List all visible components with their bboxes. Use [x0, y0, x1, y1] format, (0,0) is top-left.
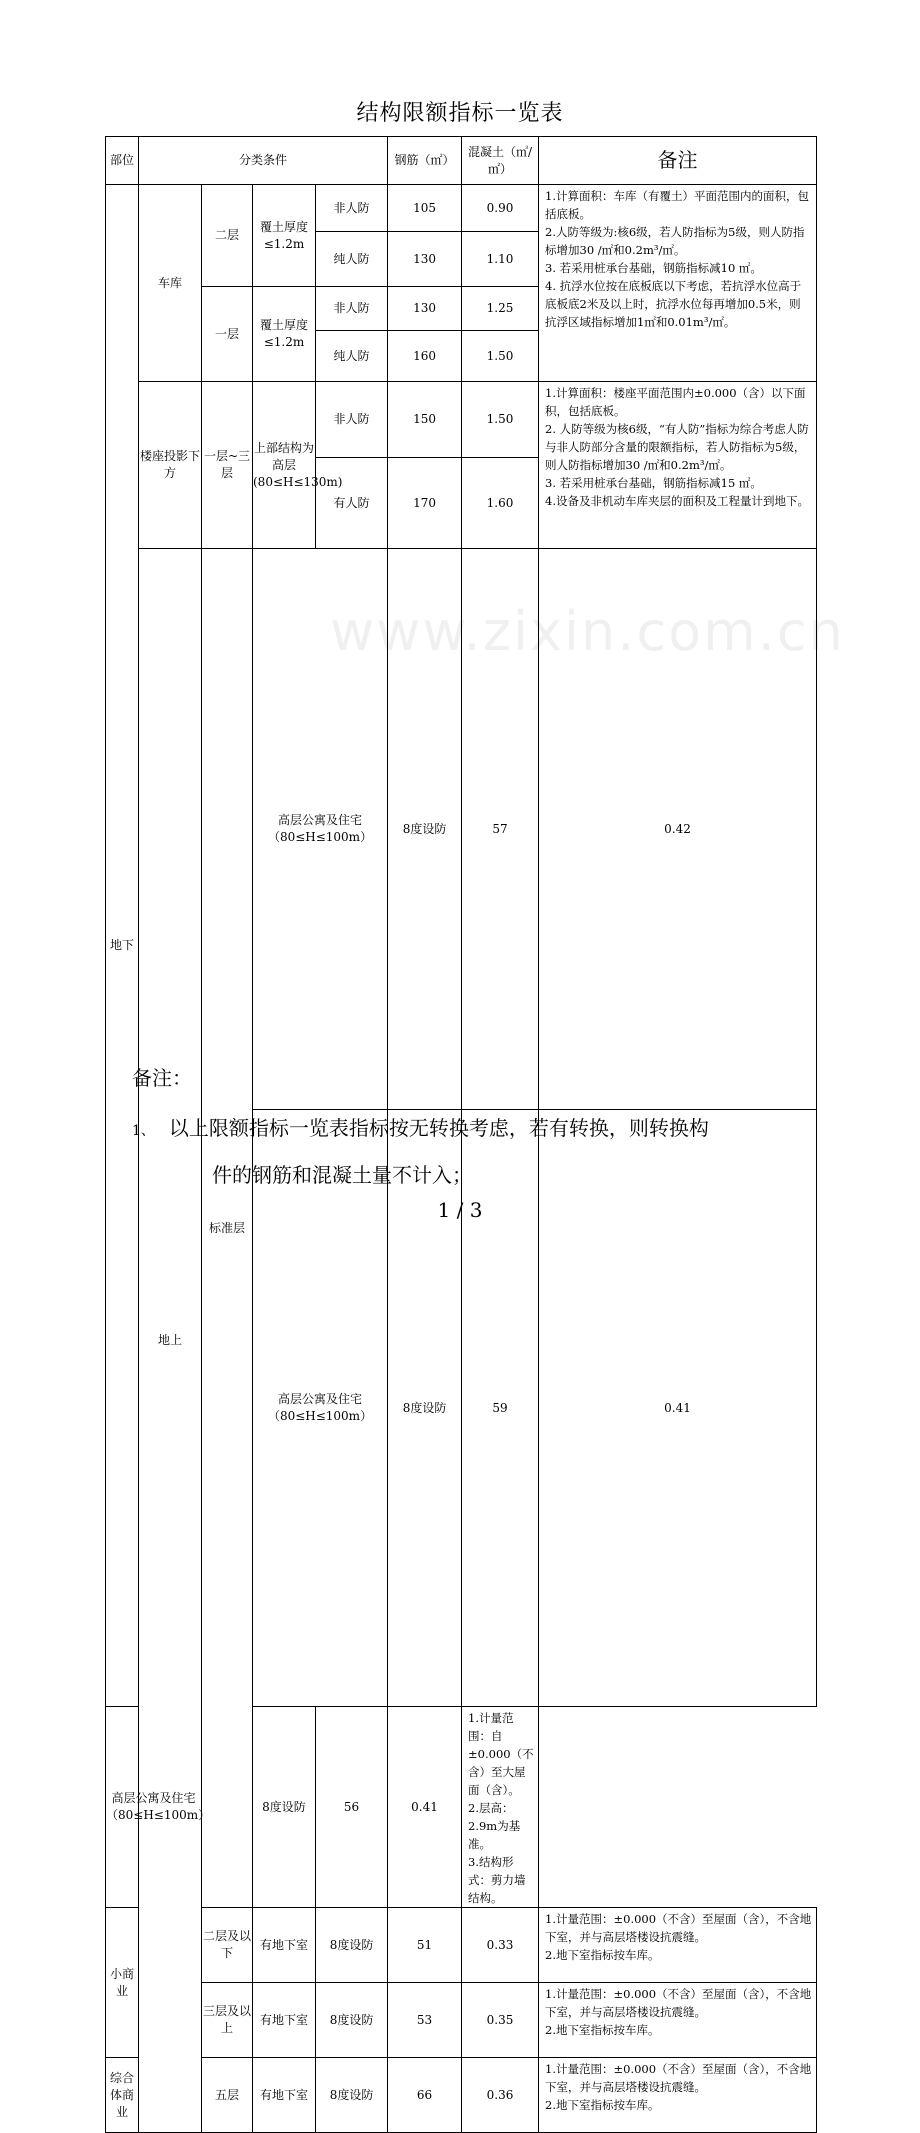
steel-cell: 57	[462, 549, 539, 1110]
garage-notes	[539, 185, 817, 382]
table-row	[106, 1983, 817, 2058]
concrete-cell: 1.60	[462, 458, 539, 549]
garage-two-cond: 覆土厚度≤1.2m	[253, 185, 316, 287]
cond-cell: 高层公寓及住宅（80≤H≤100m）	[106, 1707, 202, 1908]
tower-cond: 上部结构为高层(80≤H≤130m)	[253, 382, 316, 549]
tower-label: 楼座投影下方	[139, 382, 202, 549]
defense-cell: 8度设防	[388, 549, 462, 1110]
remark-number: 1、	[132, 1123, 155, 1139]
header-note: 备注	[539, 137, 817, 185]
remark-item	[132, 1106, 812, 1197]
concrete-cell: 0.36	[462, 2058, 539, 2133]
concrete-cell: 0.42	[539, 549, 817, 1110]
steel-cell: 59	[462, 1110, 539, 1707]
notes-cell	[539, 2058, 817, 2133]
note-line: 3. 若采用桩承台基础，钢筋指标减15 ㎡。	[545, 476, 762, 490]
steel-cell: 150	[388, 382, 462, 458]
header-category: 分类条件	[139, 137, 388, 185]
steel-cell: 130	[388, 287, 462, 331]
defense-cell: 有人防	[316, 458, 388, 549]
notes-cell	[539, 1983, 817, 2058]
note-line: 2.地下室指标按车库。	[545, 1948, 660, 1962]
note-line: 1.计量范围：±0.000（不含）至屋面（含），不含地下室，并与高层塔楼设抗震缝。	[545, 2062, 812, 2094]
defense-cell: 非人防	[316, 185, 388, 232]
defense-cell: 非人防	[316, 382, 388, 458]
note-line: 1.计量范围：自±0.000（不含）至大屋面（含）。	[468, 1711, 534, 1797]
complex-label: 综合体商业	[106, 2058, 139, 2133]
defense-cell: 8度设防	[388, 1110, 462, 1707]
steel-cell: 130	[388, 232, 462, 287]
cond-cell: 有地下室	[253, 1983, 316, 2058]
remarks-heading: 备注：	[132, 1066, 192, 1090]
page-number: 1 / 3	[437, 1198, 483, 1222]
standard-label: 标准层	[202, 549, 253, 1908]
cond-cell: 有地下室	[253, 2058, 316, 2133]
steel-cell: 66	[388, 2058, 462, 2133]
concrete-cell: 0.41	[539, 1110, 817, 1707]
note-line: 2. 人防等级为核6级，“有人防”指标为综合考虑人防与非人防部分含量的限额指标，若人防指标为5级，则人防指标增加30 /㎡和0.2m³/㎡。	[545, 422, 809, 472]
watermark: www.zixin.com.cn	[330, 600, 845, 663]
table-row	[106, 2058, 817, 2133]
concrete-cell: 1.10	[462, 232, 539, 287]
header-part: 部位	[106, 137, 139, 185]
small-commercial-label: 小商业	[106, 1908, 139, 2058]
cond-cell: 高层公寓及住宅（80≤H≤100m）	[253, 549, 388, 1110]
floors-cell: 二层及以下	[202, 1908, 253, 1983]
notes-cell	[462, 1707, 539, 1908]
steel-cell: 56	[316, 1707, 388, 1908]
table-row	[106, 549, 817, 1110]
table-row	[106, 382, 817, 458]
cond-cell: 有地下室	[253, 1908, 316, 1983]
defense-cell: 非人防	[316, 287, 388, 331]
cond-cell: 高层公寓及住宅（80≤H≤100m）	[253, 1110, 388, 1707]
concrete-cell: 0.33	[462, 1908, 539, 1983]
defense-cell: 纯人防	[316, 232, 388, 287]
tower-notes	[539, 382, 817, 549]
garage-two-floors: 二层	[202, 185, 253, 287]
document-title: 结构限额指标一览表	[356, 101, 564, 126]
part-aboveground: 地上	[139, 549, 202, 2133]
note-line: 4. 抗浮水位按在底板底以下考虑，若抗浮水位高于底板底2米及以上时，抗浮水位每再增加0.5米，则抗浮区域指标增加1㎡和0.01m³/㎡。	[545, 279, 802, 329]
note-line: 2.人防等级为:核6级，若人防指标为5级，则人防指标增加30 /㎡和0.2m³/㎡。	[545, 225, 805, 257]
remark-line-1: 以上限额指标一览表指标按无转换考虑，若有转换，则转换构	[168, 1116, 709, 1140]
garage-one-floors: 一层	[202, 287, 253, 382]
remark-line-2: 件的钢筋和混凝土量不计入；	[212, 1163, 472, 1187]
note-line: 1.计算面积：楼座平面范围内±0.000（含）以下面积，包括底板。	[545, 386, 806, 418]
table-row	[106, 1908, 817, 1983]
concrete-cell: 0.90	[462, 185, 539, 232]
garage-label: 车库	[139, 185, 202, 382]
steel-cell: 53	[388, 1983, 462, 2058]
note-line: 1.计算面积：车库（有覆土）平面范围内的面积，包括底板。	[545, 189, 809, 221]
note-line: 1.计量范围：±0.000（不含）至屋面（含），不含地下室，并与高层塔楼设抗震缝。	[545, 1912, 812, 1944]
concrete-cell: 0.41	[388, 1707, 462, 1908]
floors-cell: 三层及以上	[202, 1983, 253, 2058]
steel-cell: 170	[388, 458, 462, 549]
note-line: 2.地下室指标按车库。	[545, 2023, 660, 2037]
defense-cell: 8度设防	[316, 1908, 388, 1983]
concrete-cell: 1.25	[462, 287, 539, 331]
defense-cell: 8度设防	[253, 1707, 316, 1908]
concrete-cell: 1.50	[462, 331, 539, 382]
floors-cell: 五层	[202, 2058, 253, 2133]
tower-floors: 一层~三层	[202, 382, 253, 549]
note-line: 2.层高： 2.9m为基准。	[468, 1801, 521, 1851]
note-line: 2.地下室指标按车库。	[545, 2098, 660, 2112]
steel-cell: 105	[388, 185, 462, 232]
defense-cell: 纯人防	[316, 331, 388, 382]
header-concrete: 混凝土（㎥/㎡）	[462, 137, 539, 185]
notes-cell	[539, 1908, 817, 1983]
defense-cell: 8度设防	[316, 1983, 388, 2058]
part-underground: 地下	[106, 185, 139, 1707]
defense-cell: 8度设防	[316, 2058, 388, 2133]
note-line: 1.计量范围：±0.000（不含）至屋面（含），不含地下室，并与高层塔楼设抗震缝。	[545, 1987, 812, 2019]
table-header-row	[106, 137, 817, 185]
table-row	[106, 185, 817, 232]
concrete-cell: 1.50	[462, 382, 539, 458]
note-line: 4.设备及非机动车库夹层的面积及工程量计到地下。	[545, 494, 809, 508]
garage-one-cond: 覆土厚度≤1.2m	[253, 287, 316, 382]
note-line: 3. 若采用桩承台基础，钢筋指标减10 ㎡。	[545, 261, 762, 275]
steel-cell: 160	[388, 331, 462, 382]
concrete-cell: 0.35	[462, 1983, 539, 2058]
steel-cell: 51	[388, 1908, 462, 1983]
note-line: 3.结构形式：剪力墙结构。	[468, 1855, 526, 1905]
header-steel: 钢筋（㎡）	[388, 137, 462, 185]
